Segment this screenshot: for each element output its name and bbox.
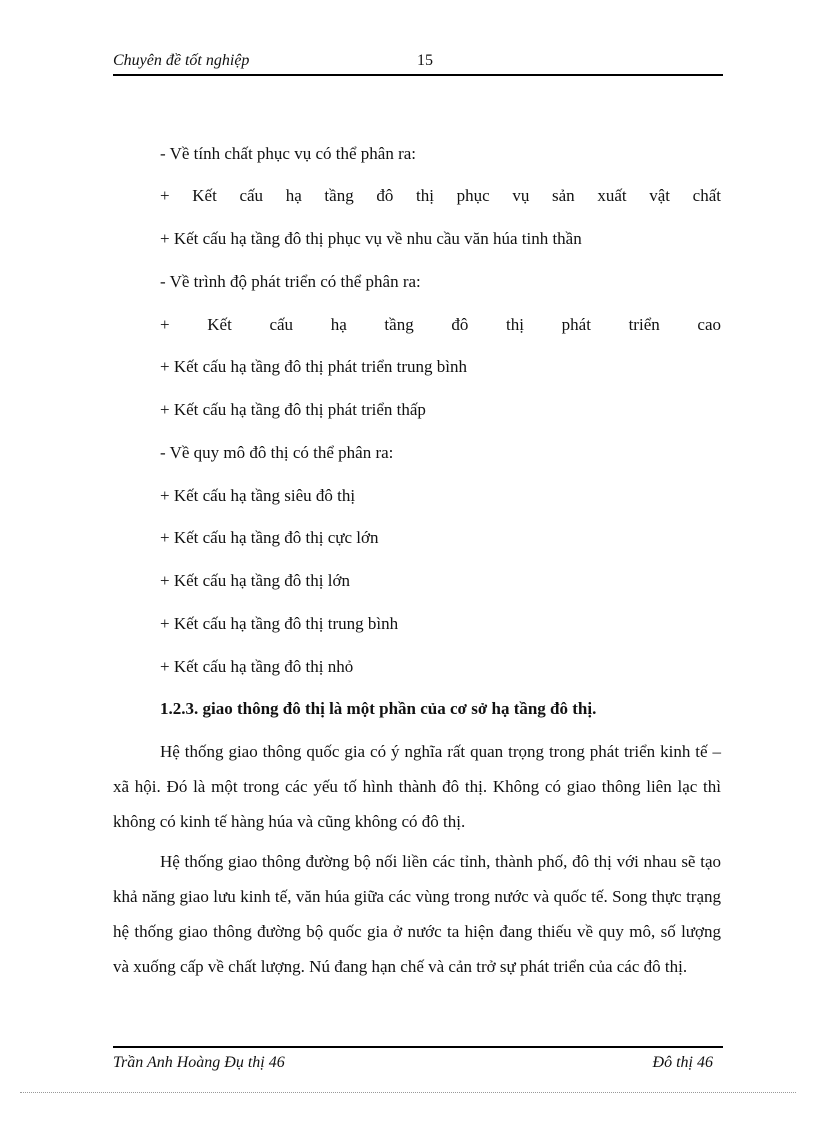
paragraph-text: Hệ thống giao thông đường bộ nối liền các tỉnh, thành phố, đô thị với nhau sẽ tạo khả năng giao lưu kinh tế, văn húa giữa các vùng trong nước và quốc tế. Song thực trạng hệ thống giao thông đường bộ quốc gia ở nước ta hiện đang thiếu về quy mô, số lượng và xuống cấp về chất lượng. Nú đang hạn chế và cản trở sự phát triển của các đô thị. — [113, 852, 721, 976]
list-item: + Kết cấu hạ tầng đô thị lớn — [160, 571, 350, 590]
document-title: Chuyên đề tốt nghiệp — [113, 52, 250, 69]
list-item: - Về tính chất phục vụ có thể phân ra: — [160, 144, 417, 163]
list-item: + Kết cấu hạ tầng đô thị cực lớn — [160, 528, 379, 547]
list-item: - Về quy mô đô thị có thể phân ra: — [160, 443, 394, 462]
list-item: + Kết cấu hạ tầng đô thị phục vụ về nhu cầu văn húa tinh thần — [160, 229, 582, 248]
page-header — [113, 52, 723, 76]
list-item: + Kết cấu hạ tầng đô thị trung bình — [160, 614, 399, 633]
paragraph-text: Hệ thống giao thông quốc gia có ý nghĩa rất quan trọng trong phát triển kinh tế – xã hội. Đó là một trong các yếu tố hình thành đô thị. Không có giao thông liên lạc thì không có kinh tế hàng húa và cũng không có đô thị. — [113, 742, 721, 831]
paragraph — [113, 844, 721, 984]
section-heading: 1.2.3. giao thông đô thị là một phần của cơ sở hạ tầng đô thị. — [160, 699, 597, 718]
list-item: + Kết cấu hạ tầng đô thị phát triển thấp — [160, 400, 426, 419]
footer-author: Trần Anh Hoàng Đụ thị 46 — [113, 1054, 285, 1071]
page-footer — [113, 1046, 723, 1074]
footer-class: Đô thị 46 — [652, 1054, 713, 1071]
paragraph — [113, 734, 721, 839]
list-item: + Kết cấu hạ tầng đô thị phát triển trung bình — [160, 357, 468, 376]
list-item: + Kết cấu hạ tầng siêu đô thị — [160, 486, 356, 505]
list-item: + Kết cấu hạ tầng đô thị phát triển cao — [160, 315, 721, 334]
list-item: + Kết cấu hạ tầng đô thị phục vụ sản xuất vật chất — [160, 186, 721, 205]
page-number: 15 — [417, 52, 433, 69]
page-bottom-divider — [20, 1092, 796, 1093]
list-item: - Về trình độ phát triển có thể phân ra: — [160, 272, 421, 291]
list-item: + Kết cấu hạ tầng đô thị nhỏ — [160, 657, 354, 676]
